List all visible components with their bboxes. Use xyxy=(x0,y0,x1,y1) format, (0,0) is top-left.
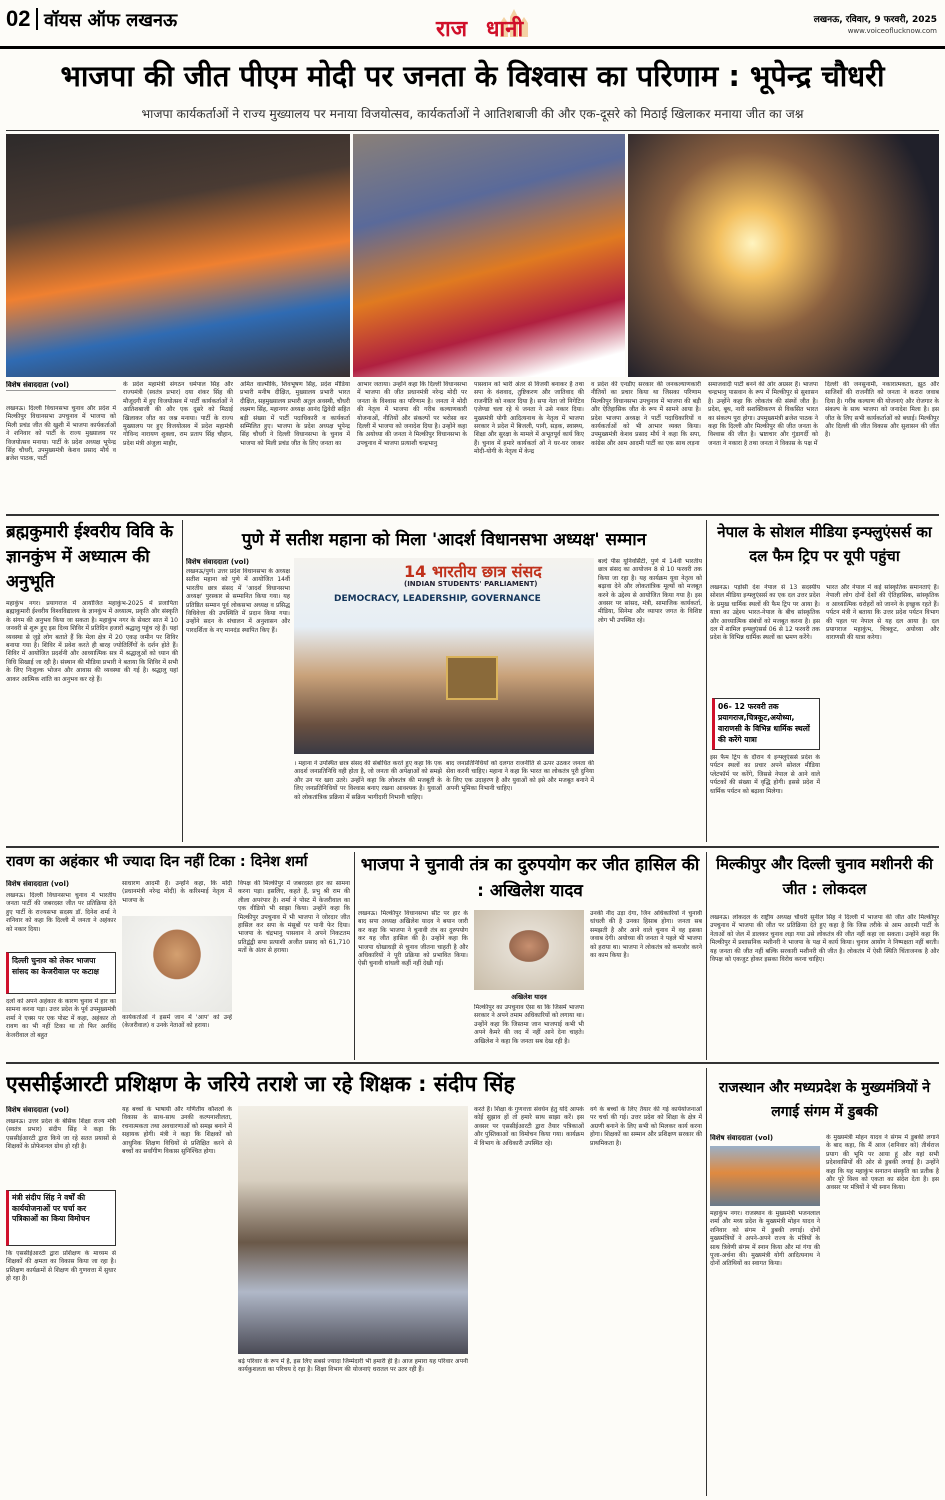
rajasthan-col-1: महाकुंभ नगर। राजस्थान के मुख्यमंत्री भजनलाल शर्मा और मध्य प्रदेश के मुख्यमंत्री मोहन यादव ने शनिवार को संगम में डुबकी लगाई। दोनों मुख्यमंत्रियों ने अपने-अपने राज्य के मंत्रियों के साथ त्रिवेणी संगम में स्नान किया और मां गंगा की पूजा-अर्चना की। मुख्यमंत्री योगी आदित्यनाथ ने दोनों अतिथियों का स्वागत किया। xyxy=(710,1210,820,1268)
lead-col-2: के प्रदेश महामंत्री संगठन धर्मपाल सिंह और राज्यमंत्री (स्वतंत्र प्रभार) दया शंकर सिंह की मौजूदगी में हुए विजयोत्सव में पार्टी कार्यकर्ताओं ने आतिशबाजी की और एक दूसरे को मिठाई खिलाकर जीत का जश्न मनाया। पार्टी के राज्य मुख्यालय पर हुए विजयोत्सव में प्रदेश महामंत्री गोविन्द नारायण शुक्ला, राम प्रताप सिंह चौहान, प्रदेश मंत्री अंजुला माहौर, xyxy=(123,381,233,447)
nepal-highlight-box xyxy=(712,698,820,750)
scert-col-5: वर्ग के बच्चों के लिए तैयार की गई कार्ययोजनाओं पर चर्चा की गई। उत्तर प्रदेश को शिक्षा के क्षेत्र में अग्रणी बनाने के लिए सभी को मिलकर कार्य करना होगा। शिक्षकों का सम्मान और प्रशिक्षण सरकार की प्राथमिकता है। xyxy=(590,1106,702,1147)
ravan-col-1b: दलों को अपने अहंकार के कारण चुनाव में हार का सामना करना पड़ा। उत्तर प्रदेश के पूर्व उपमुख्यमंत्री शर्मा ने एक्स पर एक पोस्ट में कहा, अहंकार तो रावण का भी नहीं टिका था तो फिर अरविंद केजरीवाल तो बहुत xyxy=(6,998,116,1039)
rajasthan-photo xyxy=(710,1146,820,1206)
scert-highlight-box xyxy=(6,1190,116,1246)
ravan-headline: रावण का अहंकार भी ज्यादा दिन नहीं टिका : दिनेश शर्मा xyxy=(6,854,308,870)
milkipur-text: लखनऊ। लोकदल के राष्ट्रीय अध्यक्ष चौधरी सुनील सिंह ने दिल्ली में भाजपा की जीत और मिल्कीपुर उपचुनाव में भाजपा की जीत पर प्रतिक्रिया देते हुए कहा है कि जिस तरीके से आम आदमी पार्टी के नेताओं को जेल में डालकर चुनाव लड़ा गया उसे लोकतंत्र की जीत नहीं कहा जा सकता। उन्होंने कहा कि मिल्कीपुर में प्रशासनिक मशीनरी ने भाजपा के पक्ष में कार्य किया। चुनाव आयोग ने निष्पक्षता नहीं बरती। यह जनता की जीत नहीं बल्कि सरकारी मशीनरी की जीत है। लोकतंत्र में ऐसी स्थिति चिंताजनक है और विपक्ष को एकजुट होकर इसका विरोध करना चाहिए। xyxy=(710,914,939,964)
nepal-col-3: इस फैम ट्रिप के दौरान ये इन्फ्लुएंसर्स प्रदेश के पर्यटन स्थलों का प्रचार अपने सोशल मीडिया प्लेटफॉर्म पर करेंगे, जिससे नेपाल से आने वाले पर्यटकों की संख्या में वृद्धि होगी। इससे प्रदेश में धार्मिक पर्यटन को बढ़ावा मिलेगा। xyxy=(710,754,820,795)
pune-banner-sub: (INDIAN STUDENTS' PARLIAMENT) xyxy=(404,580,538,588)
pune-caption: । महाना ने उपस्थित छात्र संसद की संबोधित करते हुए कहा कि एक आदर्श जनप्रतिनिधि वही होता है, जो जनता की अपेक्षाओं को समझे और उन पर खरा उतरे। उन्होंने कहा कि लोकतंत्र की मजबूती के लिए जनप्रतिनिधियों पर विश्वास बनाए रखना आवश्यक है। युवाओं को लोकतांत्रिक प्रक्रिया में सक्रिय भागीदारी निभानी चाहिए। xyxy=(294,760,442,801)
pune-col-1: लखनऊ/पुणे। उत्तर प्रदेश विधानसभा के अध्यक्ष सतीश महाना को पुणे में आयोजित 14वीं भारतीय छात्र संसद में 'आदर्श विधानसभा अध्यक्ष' पुरस्कार से सम्मानित किया गया। यह प्रतिष्ठित सम्मान पूर्व लोकसभा अध्यक्ष व प्रसिद्ध विधिवेत्ता की उपस्थिति में प्रदान किया गया। उन्होंने सदन के संचालन में अनुशासन और पारदर्शिता के नए मानदंड स्थापित किए हैं। xyxy=(186,568,290,634)
scert-col-1: लखनऊ। उत्तर प्रदेश के बेसिक शिक्षा राज्य मंत्री (स्वतंत्र प्रभार) संदीप सिंह ने कहा कि एससीईआरटी द्वारा किये जा रहे सतत प्रयासों से शिक्षकों के प्रोफेशनल ग्रोथ हो रही है। xyxy=(6,1118,116,1151)
scert-box-text: मंत्री संदीप सिंह ने वर्षों की कार्ययोजनाओं पर चर्चा कर पत्रिकाओं का किया विमोचन xyxy=(12,1193,90,1223)
ravan-col-2: साधारण आदमी हैं। उन्होंने कहा, कि मोदी (प्रधानमंत्री नरेन्द्र मोदी) के करिश्माई नेतृत्व में भाजपा के xyxy=(122,880,232,904)
ravan-caption: कार्यकर्ताओं ने इसमें जान में 'आप' को उन्हें (केजरीवाल) व उनके नेताओं को हराया। xyxy=(122,1014,232,1030)
scert-headline: एससीईआरटी प्रशिक्षण के जरिये तराशे जा रहे शिक्षक : संदीप सिंह xyxy=(6,1072,515,1096)
lead-headline: भाजपा की जीत पीएम मोदी पर जनता के विश्वास का परिणाम : भूपेन्द्र चौधरी xyxy=(60,59,885,93)
celebration-photo-2 xyxy=(353,134,625,377)
lead-subhead: भाजपा कार्यकर्ताओं ने राज्य मुख्यालय पर मनाया विजयोत्सव, कार्यकर्ताओं ने आतिशबाजी की और एक-दूसरे को मिठाई खिलाकर मनाया जीत का जश्न xyxy=(141,107,804,121)
brahma-headline: ब्रह्मकुमारी ईश्वरीय विवि के ज्ञानकुंभ में अध्यात्म की अनुभूति xyxy=(6,522,174,592)
akhilesh-headline: भाजपा ने चुनावी तंत्र का दुरुपयोग कर जीत हासिल की : अखिलेश यादव xyxy=(360,855,700,901)
akhilesh-photo xyxy=(474,910,584,990)
pune-col-3: बाद जनप्रतिनिधियों को दलगत राजनीति से ऊपर उठकर जनता की सेवा करनी चाहिए। महाना ने कहा कि भारत का लोकतंत्र पूरी दुनिया के लिए एक उदाहरण है और युवाओं को इसे और मजबूत बनाने में अपनी भूमिका निभानी चाहिए। xyxy=(446,760,594,793)
nepal-box-text: 06- 12 फरवरी तक प्रयागराज,चित्रकूट,अयोध्या, वाराणसी के विभिन्न धार्मिक स्थलों की करेंगे यात्रा xyxy=(718,702,810,744)
rajasthan-headline: राजस्थान और मध्यप्रदेश के मुख्यमंत्रियों ने लगाई संगम में डुबकी xyxy=(718,1080,931,1120)
issue-date: लखनऊ, रविवार, 9 फरवरी, 2025 xyxy=(813,15,937,25)
lead-col-1: लखनऊ। दिल्ली विधानसभा चुनाव और प्रदेश में मिल्कीपुर विधानसभा उपचुनाव में भाजपा को मिली प्रचंड जीत की खुशी में भाजपा कार्यकर्ताओं ने शनिवार को पार्टी के राज्य मुख्यालय पर विजयोत्सव मनाया। पार्टी के प्रदेश अध्यक्ष भूपेन्द्र सिंह चौधरी, उपमुख्यमंत्री केशव प्रसाद मौर्य व ब्रजेश पाठक, पार्टी xyxy=(6,405,116,463)
section-title: वॉयस ऑफ लखनऊ xyxy=(44,10,178,31)
pune-banner: 14 भारतीय छात्र संसद xyxy=(404,562,542,581)
akhilesh-caption: अखिलेश यादव xyxy=(511,993,547,1001)
lead-col-4: आभार जताया। उन्होंने कहा कि दिल्ली विधानसभा में भाजपा की जीत प्रधानमंत्री नरेन्द्र मोदी पर जनता के विश्वास का परिणाम है। जनता ने मोदी की नेतृत्व में भाजपा की गरीब कल्याणकारी योजनाओं, नीतियों और संकल्पों पर भरोसा कर दिल्ली में भाजपा को जनादेश दिया है। उन्होंने कहा कि अयोध्या की जनता ने मिल्कीपुर विधानसभा के उपचुनाव में भाजपा प्रत्याशी चन्द्रभानु xyxy=(357,381,467,447)
pune-photo xyxy=(294,558,594,754)
pune-byline: विशेष संवाददाता (vol) xyxy=(186,558,250,566)
ravan-box-text: दिल्ली चुनाव को लेकर भाजपा सांसद का केजरीवाल पर कटाक्ष xyxy=(12,956,100,976)
akhilesh-col-3: उनकी नींद उड़ा देगा, जिन अधिकारियों ने चुनावी धांधली की है उनका हिसाब होगा। जनता सब समझती है और आने वाले चुनाव में वह इसका जवाब देगी। अयोध्या की जनता ने पहले भी भाजपा को हराया था। भाजपा ने लोकतंत्र को कमजोर करने का काम किया है। xyxy=(590,910,702,960)
pune-col-2: बल्दे पीस यूनिवर्सिटी, पुणे में 14वीं भारतीय छात्र संसद का आयोजन 8 से 10 फरवरी तक किया जा रहा है। यह कार्यक्रम युवा नेतृत्व को बढ़ावा देने और लोकतांत्रिक मूल्यों को मजबूत करने के उद्देश्य से आयोजित किया गया है। इस अवसर पर सांसद, मंत्री, सामाजिक कार्यकर्ता, मीडिया, सिनेमा और व्यापार जगत के विशिष्ट लोग भी उपस्थित रहे। xyxy=(598,558,702,624)
celebration-photo-1 xyxy=(6,134,350,377)
masthead xyxy=(0,0,945,46)
milkipur-headline: मिल्कीपुर और दिल्ली चुनाव मशीनरी की जीत : लोकदल xyxy=(716,855,933,898)
pune-banner-tag: DEMOCRACY, LEADERSHIP, GOVERNANCE xyxy=(334,594,541,604)
scert-photo xyxy=(238,1106,468,1354)
brahma-body xyxy=(6,600,178,840)
ravan-highlight-box xyxy=(6,952,116,994)
lead-byline: विशेष संवाददाता (vol) xyxy=(6,381,116,391)
brand-right: धानी xyxy=(486,17,524,42)
celebration-photo-3 xyxy=(628,134,939,377)
scert-byline: विशेष संवाददाता (vol) xyxy=(6,1106,70,1114)
scert-col-2: यह बच्चों के भाषायी और गणितीय कौशलों के विकास के साथ-साथ उनकी कल्पनाशीलता, रचनात्मकता तथा अवधारणाओं को समझ बनाने में सहायक होगी। मंत्री ने कहा कि शिक्षकों को आधुनिक शिक्षण विधियों से प्रशिक्षित करने से बच्चों का सर्वांगीण विकास सुनिश्चित होगा। xyxy=(122,1106,232,1156)
scert-col-1b: कि एससीईआरटी द्वारा प्रशिक्षण के माध्यम से शिक्षकों की क्षमता का विकास किया जा रहा है। प्रशिक्षण कार्यक्रमों से शिक्षण की गुणवत्ता में सुधार हो रहा है। xyxy=(6,1250,116,1283)
website: www.voiceoflucknow.com xyxy=(847,27,937,35)
lead-col-6: व प्रदेश की एनडीए सरकार की जनकल्याणकारी नीतियों का प्रचार किया था जिसका परिणाम मिल्कीपुर विधानसभा उपचुनाव में भाजपा की बड़ी और ऐतिहासिक जीत के रूप में सामने आया है। प्रदेश भाजपा अध्यक्ष ने पार्टी पदाधिकारियों व कार्यकर्ताओं को भी आभार व्यक्त किया। उपमुख्यमंत्री केशव प्रसाद मौर्य ने कहा कि सपा, कांग्रेस और आम आदमी पार्टी का एक साथ लड़ना xyxy=(591,381,701,447)
lead-col-5: पासवान को भारी अंतर से विजयी बनाकर है तथा सपा के वंशवाद, तुष्टिकरण और जातिवाद की राजनीति को नकार दिया है। सपा नेता जो निगेटिव एजेण्डा चला रहे थे जनता ने उसे नकार दिया। मुख्यमंत्री योगी आदित्यनाथ के नेतृत्व में भाजपा सरकार ने प्रदेश में बिजली, पानी, सड़क, स्वास्थ्य, शिक्षा और सुरक्षा के मामले में अभूतपूर्व कार्य किए हैं। चुनाव में हमारे कार्यकर्ता ओं ने घर-घर जाकर मोदी-योगी के नेतृत्व में केन्द्र xyxy=(474,381,584,456)
nepal-col-2: भारत और नेपाल में कई सांस्कृतिक समानताएं हैं। नेपाली लोग दोनों देशों की ऐतिहासिक, सांस्कृतिक व आध्यात्मिक धरोहरों को जानने के इच्छुक रहते हैं। पर्यटन मंत्री ने बताया कि उत्तर प्रदेश पर्यटन विभाग की पहल पर नेपाल से यह दल आया है। दल प्रयागराज महाकुंभ, चित्रकूट, अयोध्या और वाराणसी की यात्रा करेगा। xyxy=(826,584,939,642)
brahma-text: महाकुंभ नगर। प्रयागराज में आयोजित महाकुंभ-2025 में प्रजापिता ब्रह्माकुमारी ईश्वरीय विश्वविद्यालय के ज्ञानकुंभ में अध्यात्म, प्रकृति और संस्कृति के संगम की अनुभव किया जा सकता है। महाकुंभ नगर के सेक्टर सात में 10 जनवरी से शुरू हुए इस दिव्य शिविर में प्रतिदिन हजारों श्रद्धालु पहुंच रहे हैं। यहां व्यवस्था से जुड़े लोग बताते हैं कि मेला क्षेत्र में 20 एकड़ जमीन पर शिविर बनाया गया है। शिविर में प्रवेश करते ही बारह ज्योतिर्लिंगों के दर्शन होते हैं। शिविर में आयोजित प्रदर्शनी और आध्यात्मिक सत्र में श्रद्धालुओं को ध्यान की विधि सिखाई जा रही है। संस्थान की मीडिया प्रभारी ने बताया कि शिविर में सभी के लिए निःशुल्क भोजन और आवास की व्यवस्था की गई है। श्रद्धालु यहां आकर आत्मिक शांति का अनुभव कर रहे हैं। xyxy=(6,600,178,683)
nepal-col-1: लखनऊ। पड़ोसी देश नेपाल से 13 सदस्यीय सोशल मीडिया इन्फ्लुएंसर्स का एक दल उत्तर प्रदेश के प्रमुख धार्मिक स्थलों की फैम ट्रिप पर आया है। यात्रा का उद्देश्य भारत-नेपाल के बीच सांस्कृतिक और आध्यात्मिक संबंधों को मजबूत करना है। इस दल में शामिल इन्फ्लुएंसर्स 06 से 12 फरवरी तक प्रदेश के विभिन्न धार्मिक स्थलों का भ्रमण करेंगे। xyxy=(710,584,820,642)
scert-col-3: बढ़े परिवार के रूप में है, इस लिए सबसे ज्यादा जिम्मेदारी भी हमारी ही है। आज हमारा यह परिवार अपनी कार्यकुशलता का परिचय दे रहा है। शिक्षा विभाग की योजनाएं धरातल पर उतर रही हैं। xyxy=(238,1358,468,1374)
lead-body xyxy=(6,381,939,511)
lead-col-7: समाजवादी पार्टी बनने की ओर अग्रसर हैं। भाजपा चन्द्रभानु पासवान के रूप में मिल्कीपुर से सुशासन है। उन्होंने कहा कि लोकतंत्र की संस्थों जीत है। प्रदेश, बूथ, नारी सशक्तिकरण से विकसित भारत का संकल्प पूरा होगा। उपमुख्यमंत्री ब्रजेश पाठक ने कहा कि दिल्ली और मिल्कीपुर की जीत जनता के विश्वास की जीत है। भ्रष्टाचार और गुंडागर्दी को जनता ने नकारा है तथा जनता ने विकास के पक्ष में xyxy=(708,381,818,447)
pune-headline: पुणे में सतीश महाना को मिला 'आदर्श विधानसभा अध्यक्ष' सम्मान xyxy=(241,530,647,550)
nepal-headline: नेपाल के सोशल मीडिया इन्फ्लुएंसर्स का दल फैम ट्रिप पर यूपी पहुंचा xyxy=(717,523,932,565)
rajasthan-col-2: के मुख्यमंत्री मोहन यादव ने संगम में डुबकी लगाने के बाद कहा, कि मैं आज (शनिवार को) तीर्थराज प्रयाग की भूमि पर आया हूं और यहां सभी प्रदेशवासियों की ओर से डुबकी लगाई है। उन्होंने कहा कि यह महाकुंभ सनातन संस्कृति का प्रतीक है और पूरे विश्व को एकता का संदेश देता है। इस अवसर पर मंत्रियों ने भी स्नान किया। xyxy=(826,1134,939,1192)
dinesh-sharma-photo xyxy=(122,916,232,1012)
rajasthan-byline: विशेष संवाददाता (vol) xyxy=(710,1134,774,1142)
page-number: 02 xyxy=(6,6,31,31)
ravan-col-1: लखनऊ। दिल्ली विधानसभा चुनाव में भारतीय जनता पार्टी की जबरदस्त जीत पर प्रतिक्रिया देते हुए पार्टी के राज्यसभा सदस्य डॉ. दिनेश शर्मा ने शनिवार को कहा कि दिल्ली में जनता ने अहंकार को नकार दिया। xyxy=(6,892,116,933)
brand-left: राज xyxy=(436,17,468,42)
ravan-col-3: विपक्ष की मिल्कीपुर में जबरदस्त हार का सामना करना पड़ा। इसलिए, कहते हैं, प्रभु श्री राम की लीला अपरंपार है। शर्मा ने पोस्ट में केजरीवाल का एक वीडियो भी साझा किया। उन्होंने कहा कि मिल्कीपुर उपचुनाव में भी भाजपा ने जोरदार जीत हासिल कर सपा के मंसूबों पर पानी फेर दिया। भाजपा के चंद्रभानु पासवान ने अपने निकटतम प्रतिद्वंद्वी सपा प्रत्याशी अजीत प्रसाद को 61,710 मतों के अंतर से हराया। xyxy=(238,880,350,955)
akhilesh-col-2: मिल्कीपुर का उपचुनाव ऐसा था कि जिसमें भाजपा सरकार ने अपने तमाम अधिकारियों को लगाया था। उन्होंने कहा कि जिस्तमा जान भाजपाई कभी भी अपने कैमरे की जद में नहीं आने देना चाहते। अखिलेश ने कहा कि जनता सब देख रही है। xyxy=(474,1004,584,1045)
award-plaque xyxy=(446,656,498,700)
scert-col-4: करते हैं। शिक्षा के गुणवत्ता संवर्धन हेतु यदि आपके कोई सुझाव हों तो हमारे साथ साझा करें। इस अवसर पर एससीईआरटी द्वारा तैयार पत्रिकाओं और पुस्तिकाओं का विमोचन किया गया। कार्यक्रम में विभाग के अधिकारी उपस्थित रहे। xyxy=(474,1106,584,1147)
ravan-byline: विशेष संवाददाता (vol) xyxy=(6,880,70,888)
akhilesh-col-1: लखनऊ। मिल्कीपुर विधानसभा सीट पर हार के बाद सपा अध्यक्ष अखिलेश यादव ने बयान जारी कर कहा कि भाजपा ने चुनावी तंत्र का दुरुपयोग कर यह जीत हासिल की है। उन्होंने कहा कि भाजपा धोखाधड़ी से चुनाव जीतना चाहती है और अधिकारियों ने पूरी प्रक्रिया को प्रभावित किया। ऐसी चुनावी धांधली कहीं नहीं देखी गई। xyxy=(358,910,468,968)
lead-col-3: अमित वाल्मीकि, शिवभूषण सिंह, प्रदेश मीडिया प्रभारी मनीष दीक्षित, मुख्यालय प्रभारी भारत दीक्षित, सहमुख्यालय प्रभारी अतुल अवस्थी, चौधरी लक्ष्मण सिंह, महानगर अध्यक्ष आनंद द्विवेदी सहित बड़ी संख्या में पार्टी पदाधिकारी व कार्यकर्ता सम्मिलित हुए। भाजपा के प्रदेश अध्यक्ष भूपेन्द्र सिंह चौधरी ने दिल्ली विधानसभा के चुनाव में भाजपा को मिली प्रचंड जीत के लिए जनता का xyxy=(240,381,350,447)
lead-col-8: दिल्ली की जनसुनामी, नकारात्मकता, झूठ और साजिशों की राजनीति को जनता ने करारा जवाब दिया है। गरीब कल्याण की योजनाएं और रोजगार के संकल्प के साथ भाजपा को जनादेश मिला है। इस जीत के लिए सभी कार्यकर्ताओं को बधाई। मिल्कीपुर और दिल्ली की जीत विकास और सुशासन की जीत है। xyxy=(825,381,939,439)
brand-logo xyxy=(430,3,570,43)
